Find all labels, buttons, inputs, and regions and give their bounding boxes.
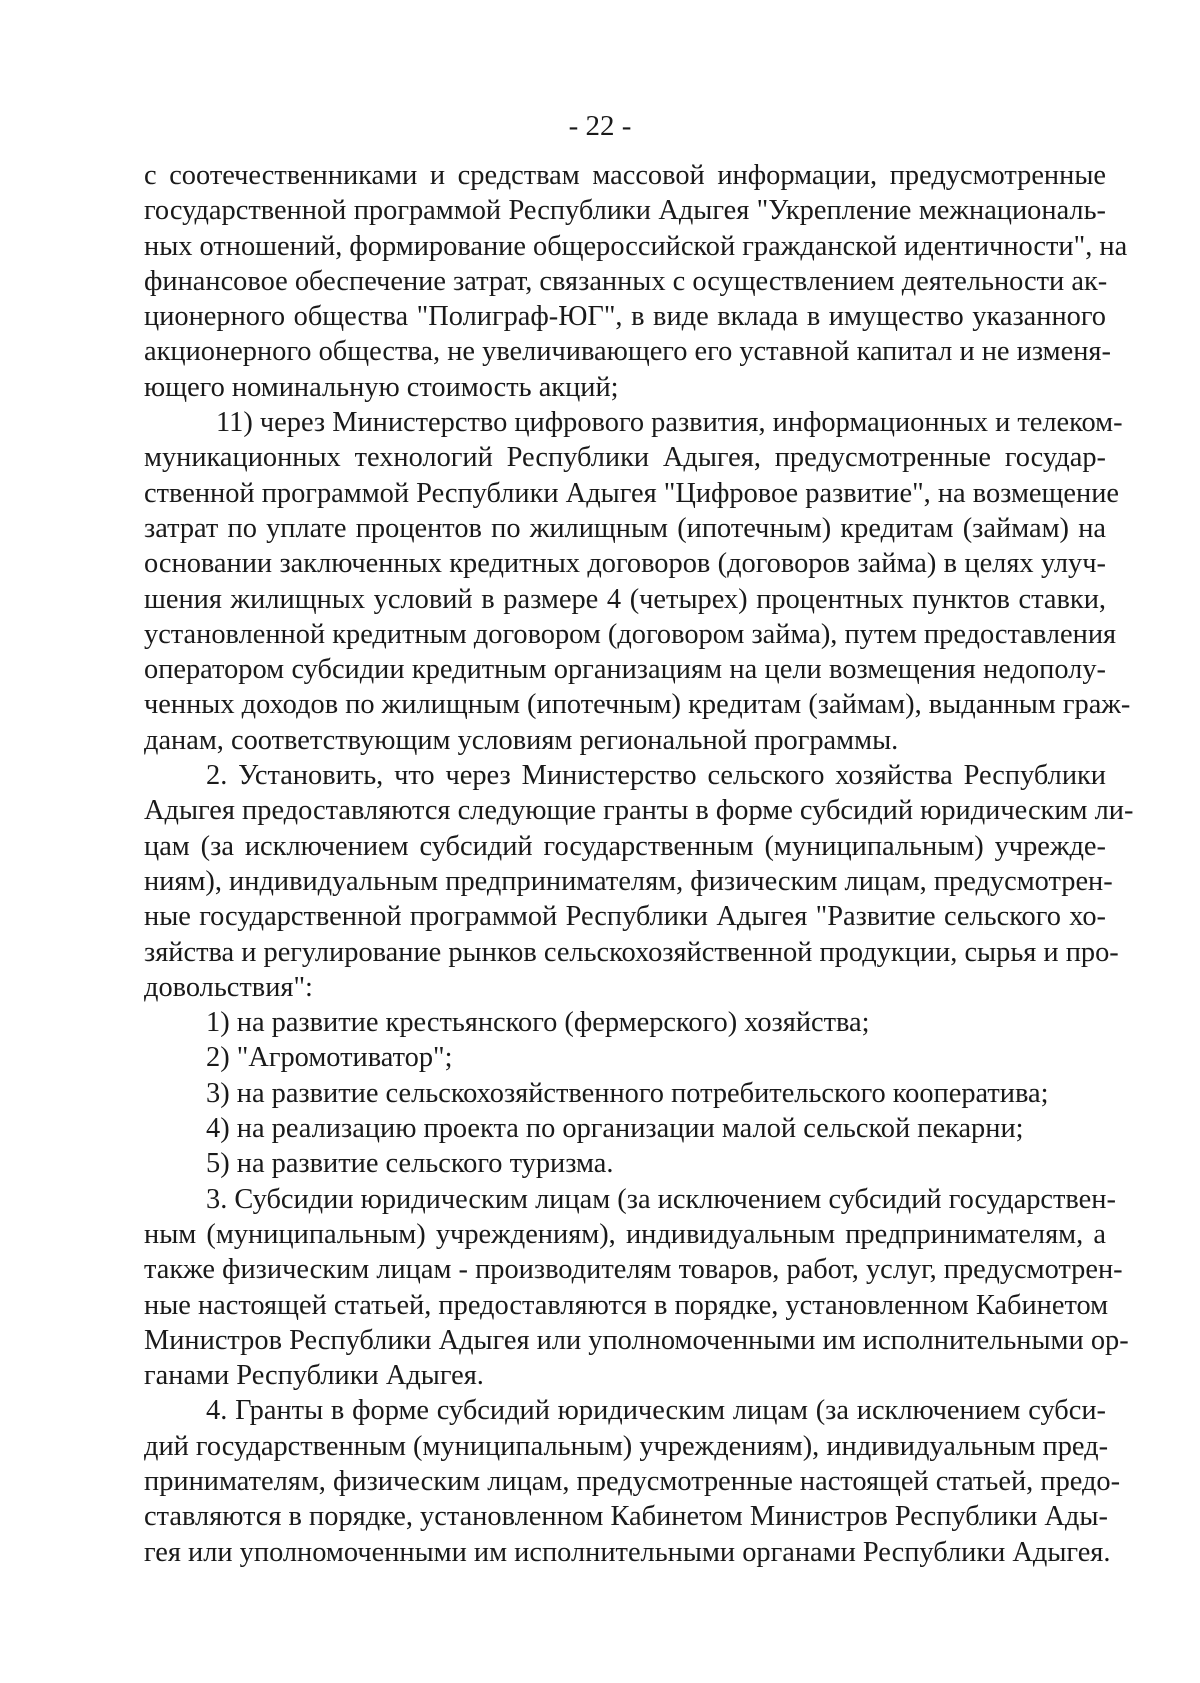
text-line: 4. Гранты в форме субсидий юридическим лицам (за исключением субси- — [206, 1395, 1106, 1427]
page-number: - 22 - — [568, 110, 632, 142]
text-line: ниям), индивидуальным предпринимателям, физическим лицам, предусмотрен- — [144, 865, 1113, 897]
text-line: 3) на развитие сельскохозяйственного потребительского кооператива; — [206, 1077, 1049, 1109]
text-line: данам, соответствующим условиям региональной программы. — [144, 724, 899, 756]
text-line: ные настоящей статьей, предоставляются в порядке, установленном Кабинетом — [144, 1289, 1109, 1321]
text-line: Министров Республики Адыгея или уполномоченными им исполнительными ор- — [144, 1324, 1129, 1356]
text-line: шения жилищных условий в размере 4 (четырех) процентных пунктов ставки, — [144, 583, 1106, 615]
text-line: 1) на развитие крестьянского (фермерского) хозяйства; — [206, 1007, 870, 1039]
text-line: принимателям, физическим лицам, предусмотренные настоящей статьей, предо- — [144, 1465, 1121, 1497]
text-line: довольствия": — [144, 971, 313, 1003]
text-line: установленной кредитным договором (договором займа), путем предоставления — [144, 618, 1117, 650]
text-line: основании заключенных кредитных договоров (договоров займа) в целях улуч- — [144, 548, 1106, 580]
text-line: ственной программой Республики Адыгея "Цифровое развитие", на возмещение — [144, 477, 1119, 509]
text-line: ставляются в порядке, установленном Кабинетом Министров Республики Ады- — [144, 1501, 1108, 1533]
text-line: ченных доходов по жилищным (ипотечным) кредитам (займам), выданным граж- — [144, 689, 1131, 721]
text-line: 2. Установить, что через Министерство сельского хозяйства Республики — [206, 760, 1106, 792]
text-line: ные государственной программой Республики Адыгея "Развитие сельского хо- — [144, 901, 1106, 933]
text-line: 3. Субсидии юридическим лицам (за исключением субсидий государствен- — [206, 1183, 1116, 1215]
text-line: ционерного общества "Полиграф-ЮГ", в виде вклада в имущество указанного — [144, 301, 1106, 333]
text-line: 4) на реализацию проекта по организации малой сельской пекарни; — [206, 1113, 1024, 1145]
text-line: Адыгея предоставляются следующие гранты в форме субсидий юридическим ли- — [144, 795, 1134, 827]
text-line: цам (за исключением субсидий государственным (муниципальным) учрежде- — [144, 830, 1106, 862]
text-line: ющего номинальную стоимость акций; — [144, 371, 619, 403]
text-line: 11) через Министерство цифрового развития, информационных и телеком- — [216, 407, 1123, 439]
text-line: ганами Республики Адыгея. — [144, 1360, 484, 1392]
text-line: муникационных технологий Республики Адыгея, предусмотренные государ- — [144, 442, 1106, 474]
text-line: дий государственным (муниципальным) учреждениям), индивидуальным пред- — [144, 1430, 1109, 1462]
text-line: ных отношений, формирование общероссийской гражданской идентичности", на — [144, 230, 1128, 262]
text-line: финансовое обеспечение затрат, связанных с осуществлением деятельности ак- — [144, 265, 1108, 297]
text-line: ным (муниципальным) учреждениям), индивидуальным предпринимателям, а — [144, 1218, 1106, 1250]
text-line: оператором субсидии кредитным организациям на цели возмещения недополу- — [144, 654, 1106, 686]
text-line: гея или уполномоченными им исполнительными органами Республики Адыгея. — [144, 1536, 1111, 1568]
text-line: зяйства и регулирование рынков сельскохозяйственной продукции, сырья и про- — [144, 936, 1119, 968]
document-body — [144, 158, 1134, 1570]
text-line: также физическим лицам - производителям товаров, работ, услуг, предусмотрен- — [144, 1254, 1123, 1286]
text-line: с соотечественниками и средствам массовой информации, предусмотренные — [144, 160, 1106, 191]
text-line: акционерного общества, не увеличивающего его уставной капитал и не изменя- — [144, 336, 1111, 368]
text-line: 5) на развитие сельского туризма. — [206, 1148, 614, 1180]
text-line: 2) "Агромотиватор"; — [206, 1042, 453, 1074]
text-line: государственной программой Республики Адыгея "Укрепление межнациональ- — [144, 195, 1106, 227]
text-line: затрат по уплате процентов по жилищным (ипотечным) кредитам (займам) на — [144, 512, 1106, 544]
